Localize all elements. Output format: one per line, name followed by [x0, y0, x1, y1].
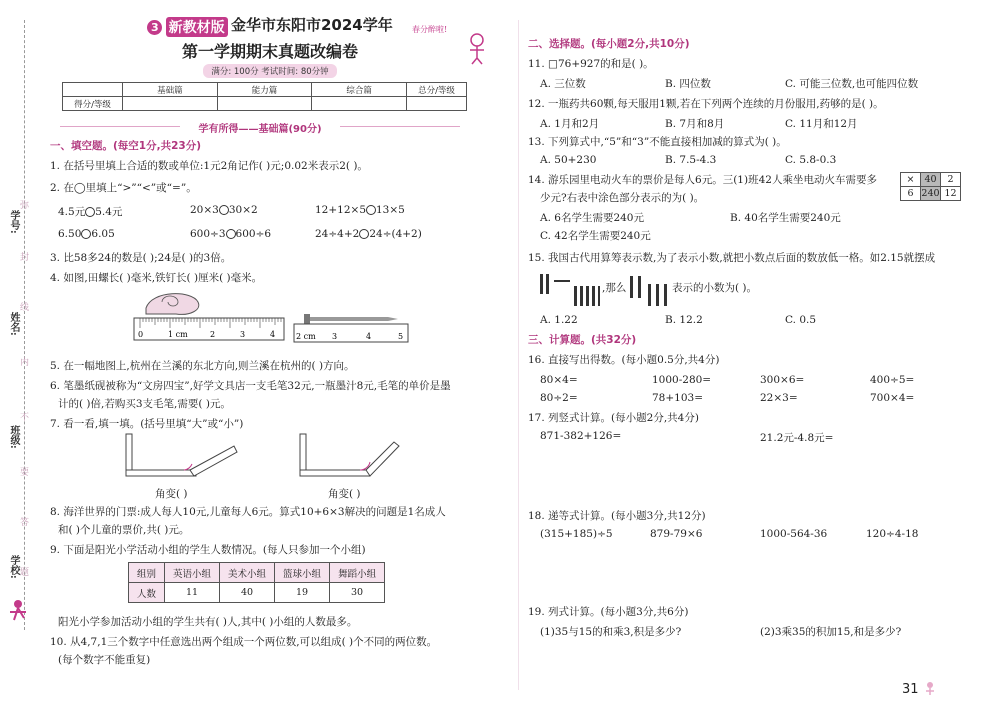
table-cell: 6 [901, 187, 921, 201]
option[interactable]: B. 7.5-4.3 [665, 154, 717, 166]
option[interactable]: C. 0.5 [785, 314, 817, 326]
vertical-calc: 871-382+126= [540, 430, 622, 442]
option[interactable]: B. 12.2 [665, 314, 703, 326]
student-id-label: 学号: [8, 210, 19, 234]
q15-text-cont: 表示的小数为( )。 [672, 282, 758, 294]
table-cell-shaded: 40 [921, 173, 941, 187]
seal-char: 封 [20, 253, 30, 263]
svg-text:4: 4 [366, 332, 372, 341]
unit-badge: 3 [147, 20, 162, 35]
page-number: 31 [902, 682, 919, 697]
question-5: 5. 在一幅地图上,杭州在兰溪的东北方向,则兰溪在杭州的( )方向。 [50, 360, 355, 372]
seal-char: 内 [20, 358, 30, 368]
option[interactable]: A. 6名学生需要240元 [540, 212, 644, 224]
angle-caption: 角变( ) [155, 488, 188, 500]
seal-char: 要 [20, 468, 30, 478]
svg-text:3: 3 [240, 330, 246, 339]
exam-header [130, 14, 410, 78]
mascot-icon [6, 598, 32, 628]
score-header-cell: 基础篇 [123, 83, 218, 97]
svg-text:5: 5 [398, 332, 404, 341]
question-7: 7. 看一看,填一填。(括号里填“大”或“小”) [50, 418, 244, 430]
section-fill-in: 一、填空题。(每空1分,共23分) [50, 140, 202, 152]
option[interactable]: A. 1.22 [540, 314, 578, 326]
compare-circle[interactable] [226, 229, 236, 239]
option[interactable]: A. 三位数 [540, 78, 586, 90]
score-header-cell: 综合篇 [312, 83, 407, 97]
question-10-cont: (每个数字不能重复) [58, 654, 151, 666]
svg-text:3: 3 [332, 332, 338, 341]
counting-rods-2-15 [540, 272, 600, 308]
counting-rods-question [628, 272, 670, 308]
score-header-cell: 能力篇 [217, 83, 312, 97]
question-18: 18. 递等式计算。(每小题3分,共12分) [528, 510, 706, 522]
question-8-cont: 和( )个儿童的票价,共( )元。 [58, 524, 190, 536]
exam-title-line1: 金华市东阳市2024学年 [230, 16, 393, 34]
table-cell: 30 [330, 583, 385, 603]
class-label: 班级: [8, 425, 19, 449]
question-16: 16. 直接写出得数。(每小题0.5分,共4分) [528, 354, 720, 366]
vertical-calc: 21.2元-4.8元= [760, 432, 834, 444]
question-9: 9. 下面是阳光小学活动小组的学生人数情况。(每人只参加一个小组) [50, 544, 366, 556]
edition-tag: 新教材版 [166, 17, 228, 37]
question-11: 11. □76+927的和是( )。 [528, 58, 654, 70]
option[interactable]: C. 42名学生需要240元 [540, 230, 651, 242]
score-cell[interactable] [123, 97, 218, 111]
word-calc: (1)35与15的和乘3,积是多少? [540, 626, 682, 638]
question-19: 19. 列式计算。(每小题3分,共6分) [528, 606, 689, 618]
compare-circle[interactable] [366, 205, 376, 215]
compare-circle[interactable] [219, 205, 229, 215]
ruler-figure [132, 288, 412, 350]
compare-circle[interactable] [81, 229, 91, 239]
seal-char: 弥 [20, 201, 30, 211]
question-1: 1. 在括号里填上合适的数或单位:1元2角记作( )元;0.02米表示2( )。 [50, 160, 368, 172]
question-2: 2. 在◯里填上“>”“<”或“=”。 [50, 182, 197, 194]
question-9-cont: 阳光小学参加活动小组的学生共有( )人,其中( )小组的人数最多。 [58, 616, 358, 628]
seal-char: 线 [20, 303, 30, 313]
compare-item: 600÷3 600÷6 [190, 228, 272, 240]
question-14-cont: 少元?右表中涂色部分表示的为( )。 [540, 192, 705, 204]
score-table [62, 82, 467, 111]
compare-item: 4.5元 5.4元 [58, 206, 123, 218]
cartoon-icon [462, 30, 492, 66]
oral-calc: 700×4= [870, 392, 915, 404]
table-cell: 12 [941, 187, 961, 201]
table-cell: 40 [220, 583, 275, 603]
compare-item: 24÷4+2 24÷(4+2) [315, 228, 422, 240]
table-cell: 组别 [129, 563, 165, 583]
question-4: 4. 如图,田螺长( )毫米,铁钉长( )厘米( )毫米。 [50, 272, 263, 284]
compare-item: 12+12×5 13×5 [315, 204, 405, 216]
stepwise-calc: 120÷4-18 [866, 528, 919, 540]
oral-calc: 22×3= [760, 392, 798, 404]
exam-meta: 满分: 100分 考试时间: 80分钟 [203, 64, 336, 78]
q15-text: ,那么 [602, 282, 627, 294]
question-6-cont: 计的( )倍,若购买3支毛笔,需要( )元。 [58, 398, 231, 410]
svg-text:2 cm: 2 cm [296, 332, 316, 341]
section-calc: 三、计算题。(共32分) [528, 334, 637, 346]
page-divider [518, 20, 519, 690]
name-label: 姓名: [8, 312, 19, 336]
seal-char: 题 [20, 568, 30, 578]
question-10: 10. 从4,7,1三个数字中任意选出两个组成一个两位数,可以组成( )个不同的两位数。 [50, 636, 438, 648]
word-calc: (2)3乘35的积加15,和是多少? [760, 626, 902, 638]
question-3: 3. 比58多24的数是( );24是( )的3倍。 [50, 252, 232, 264]
school-label: 学校: [8, 555, 19, 579]
angle-caption: 角变( ) [328, 488, 361, 500]
table-cell: 2 [941, 173, 961, 187]
page-mascot-icon [922, 680, 938, 698]
nail-icon [304, 314, 398, 324]
question-6: 6. 笔墨纸砚被称为“文房四宝”,好学文具店一支毛笔32元,一瓶墨汁8元,毛笔的单价是墨 [50, 380, 451, 392]
option[interactable]: B. 40名学生需要240元 [730, 212, 841, 224]
svg-text:1 cm: 1 cm [168, 330, 188, 339]
part-title: 学有所得——基础篇(90分) [50, 120, 470, 135]
seal-char: 不 [20, 413, 30, 423]
table-cell: 人数 [129, 583, 165, 603]
option[interactable]: B. 7月和8月 [665, 118, 725, 130]
option[interactable]: C. 11月和12月 [785, 118, 858, 130]
table-cell: × [901, 173, 921, 187]
stepwise-calc: (315+185)÷5 [540, 528, 613, 540]
question-8: 8. 海洋世界的门票:成人每人10元,儿童每人6元。算式10+6×3解决的问题是1名成人 [50, 506, 446, 518]
table-cell: 英语小组 [165, 563, 220, 583]
angle-diagram-right [300, 434, 399, 476]
svg-text:0: 0 [138, 330, 144, 339]
seal-char: 答 [20, 518, 30, 528]
option[interactable]: A. 1月和2月 [540, 118, 600, 130]
score-cell[interactable] [312, 97, 407, 111]
table-cell: 篮球小组 [275, 563, 330, 583]
question-12: 12. 一瓶药共60颗,每天服用1颗,若在下列两个连续的月份服用,药够的是( )。 [528, 98, 884, 110]
oral-calc: 78+103= [652, 392, 703, 404]
score-header-cell: 总分/等级 [407, 83, 467, 97]
score-header-cell [63, 83, 123, 97]
group-table [128, 562, 385, 603]
table-cell-shaded: 240 [921, 188, 940, 199]
oral-calc: 400÷5= [870, 374, 915, 386]
option[interactable]: C. 5.8-0.3 [785, 154, 837, 166]
table-cell: 19 [275, 583, 330, 603]
option[interactable]: C. 可能三位数,也可能四位数 [785, 78, 919, 90]
section-choice: 二、选择题。(每小题2分,共10分) [528, 38, 690, 50]
compare-item: 20×3 30×2 [190, 204, 258, 216]
table-cell: 美术小组 [220, 563, 275, 583]
option[interactable]: B. 四位数 [665, 78, 711, 90]
score-cell[interactable] [407, 97, 467, 111]
compare-circle[interactable] [85, 207, 95, 217]
oral-calc: 300×6= [760, 374, 805, 386]
oral-calc: 80÷2= [540, 392, 578, 404]
oral-calc: 80×4= [540, 374, 578, 386]
question-17: 17. 列竖式计算。(每小题2分,共4分) [528, 412, 699, 424]
question-15: 15. 我国古代用算筹表示数,为了表示小数,就把小数点后面的数放低一格。如2.15就摆成 [528, 252, 936, 264]
angle-diagrams [120, 432, 420, 482]
svg-text:2: 2 [210, 330, 216, 339]
stepwise-calc: 879-79×6 [650, 528, 703, 540]
table-cell: 11 [165, 583, 220, 603]
score-row-label: 得分/等级 [63, 97, 123, 111]
binding-line [24, 20, 25, 630]
stepwise-calc: 1000-564-36 [760, 528, 828, 540]
option[interactable]: A. 50+230 [540, 154, 597, 166]
table-cell: 舞蹈小组 [330, 563, 385, 583]
question-13: 13. 下列算式中,“5”和“3”不能直接相加减的算式为( )。 [528, 136, 787, 148]
oral-calc: 1000-280= [652, 374, 712, 386]
compare-item: 6.50 6.05 [58, 228, 115, 240]
binding-margin [0, 0, 40, 708]
slogan-text: 春分醉啦! [412, 25, 448, 34]
exam-title-line2: 第一学期期末真题改编卷 [181, 42, 358, 61]
multiplication-table [900, 172, 961, 201]
snail-shell-icon [146, 294, 199, 315]
angle-diagram-left [126, 434, 237, 476]
question-14: 14. 游乐园里电动火车的票价是每人6元。三(1)班42人乘坐电动火车需要多 [528, 174, 877, 186]
score-cell[interactable] [217, 97, 312, 111]
svg-text:4: 4 [270, 330, 276, 339]
compare-circle[interactable] [359, 229, 369, 239]
